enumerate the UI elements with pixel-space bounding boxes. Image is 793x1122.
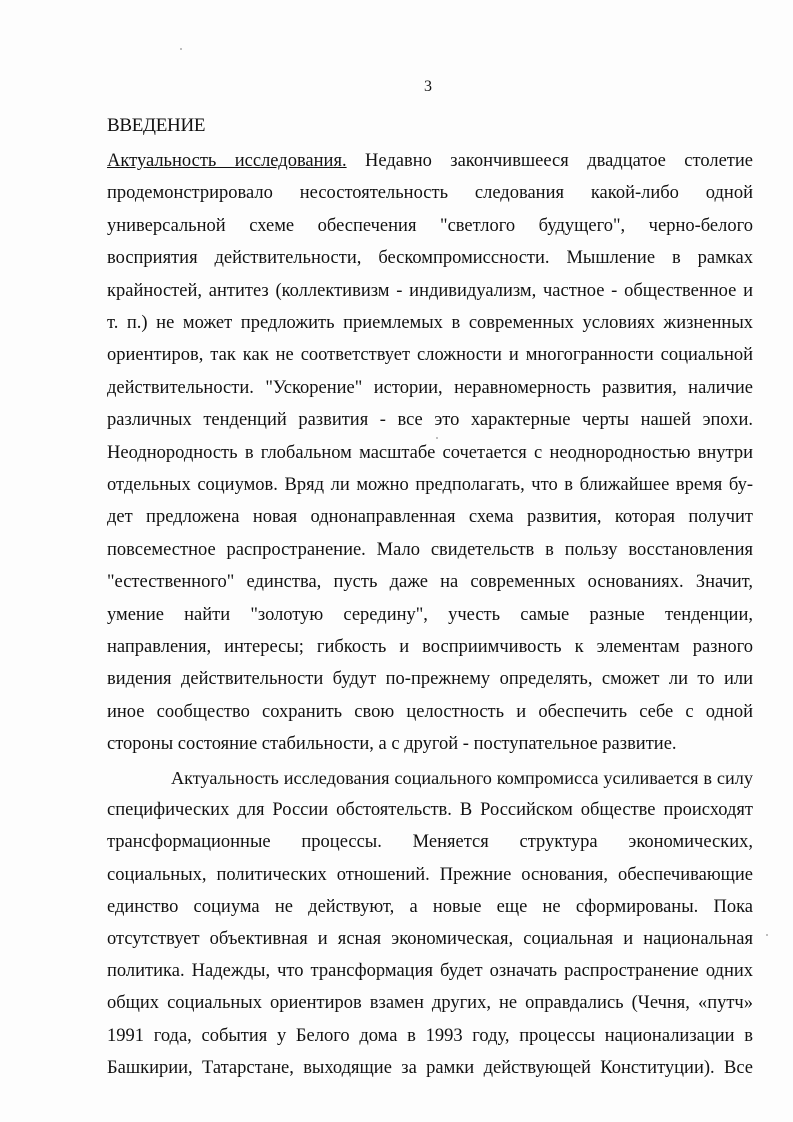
text-line: продемонстрировало несостоятельность следования какой-либо одной xyxy=(107,183,753,204)
text-line: направления, интересы; гибкость и восприимчивость к элементам разного xyxy=(107,637,753,657)
text-line: специфических для России обстоятельств. В Российском обществе происходят xyxy=(107,800,753,821)
text-line: умение найти "золотую середину", учесть самые разные тенденции, xyxy=(107,604,753,625)
text-line: 1991 года, события у Белого дома в 1993 году, процессы национализации в xyxy=(107,1025,753,1046)
scan-speck xyxy=(766,934,768,936)
scan-speck xyxy=(180,48,182,50)
text-line: политика. Надежды, что трансформация будет означать распространение одних xyxy=(107,961,753,982)
text-line xyxy=(107,149,753,173)
text-line: т. п.) не может предложить приемлемых в современных условиях жизненных xyxy=(107,313,753,333)
text-line: общих социальных ориентиров взамен других, не оправдались (Чечня, «путч» xyxy=(107,993,753,1014)
text-line: социальных, политических отношений. Прежние основания, обеспечивающие xyxy=(107,864,753,885)
underlined-lead: Актуальность исследования. xyxy=(107,151,347,171)
text-line: универсальной схеме обеспечения "светлого будущего", черно-белого xyxy=(107,215,753,236)
text-line: видения действительности будут по-прежнему определять, сможет ли то или xyxy=(107,669,753,690)
text-line: дет предложена новая однонаправленная схема развития, которая получит xyxy=(107,507,753,528)
text-line: ориентиров, так как не соответствует сложности и многогранности социальной xyxy=(107,345,753,366)
page-number: 3 xyxy=(424,78,432,95)
text-line: трансформационные процессы. Меняется структура экономических, xyxy=(107,832,753,853)
text-line: отдельных социумов. Вряд ли можно предполагать, что в ближайшее время бу- xyxy=(107,475,753,495)
text-line: действительности. "Ускорение" истории, неравномерность развития, наличие xyxy=(107,377,753,398)
text-line: стороны состояние стабильности, а с другой - поступательное развитие. xyxy=(107,734,677,755)
text-line: восприятия действительности, бескомпромиссности. Мышление в рамках xyxy=(107,248,753,269)
scan-speck xyxy=(436,437,438,439)
text-line: Неоднородность в глобальном масштабе сочетается с неоднородностью внутри xyxy=(107,442,753,463)
line-text: Недавно закончившееся двадцатое столетие xyxy=(346,151,753,171)
text-line: крайностей, антитез (коллективизм - индивидуализм, частное - общественное и xyxy=(107,280,753,301)
text-line: отсутствует объективная и ясная экономическая, социальная и национальная xyxy=(107,929,753,949)
section-heading: ВВЕДЕНИЕ xyxy=(107,115,206,136)
text-line: Актуальность исследования социального компромисса усиливается в силу xyxy=(171,768,753,788)
text-line: иное сообщество сохранить свою целостность и обеспечить себе с одной xyxy=(107,701,753,722)
text-line: Башкирии, Татарстане, выходящие за рамки действующей Конституции). Все xyxy=(107,1057,753,1078)
text-line: повсеместное распространение. Мало свидетельств в пользу восстановления xyxy=(107,539,753,560)
text-line: единство социума не действуют, а новые еще не сформированы. Пока xyxy=(107,896,753,917)
text-line: различных тенденций развития - все это характерные черты нашей эпохи. xyxy=(107,410,753,431)
text-line: "естественного" единства, пусть даже на современных основаниях. Значит, xyxy=(107,572,753,593)
